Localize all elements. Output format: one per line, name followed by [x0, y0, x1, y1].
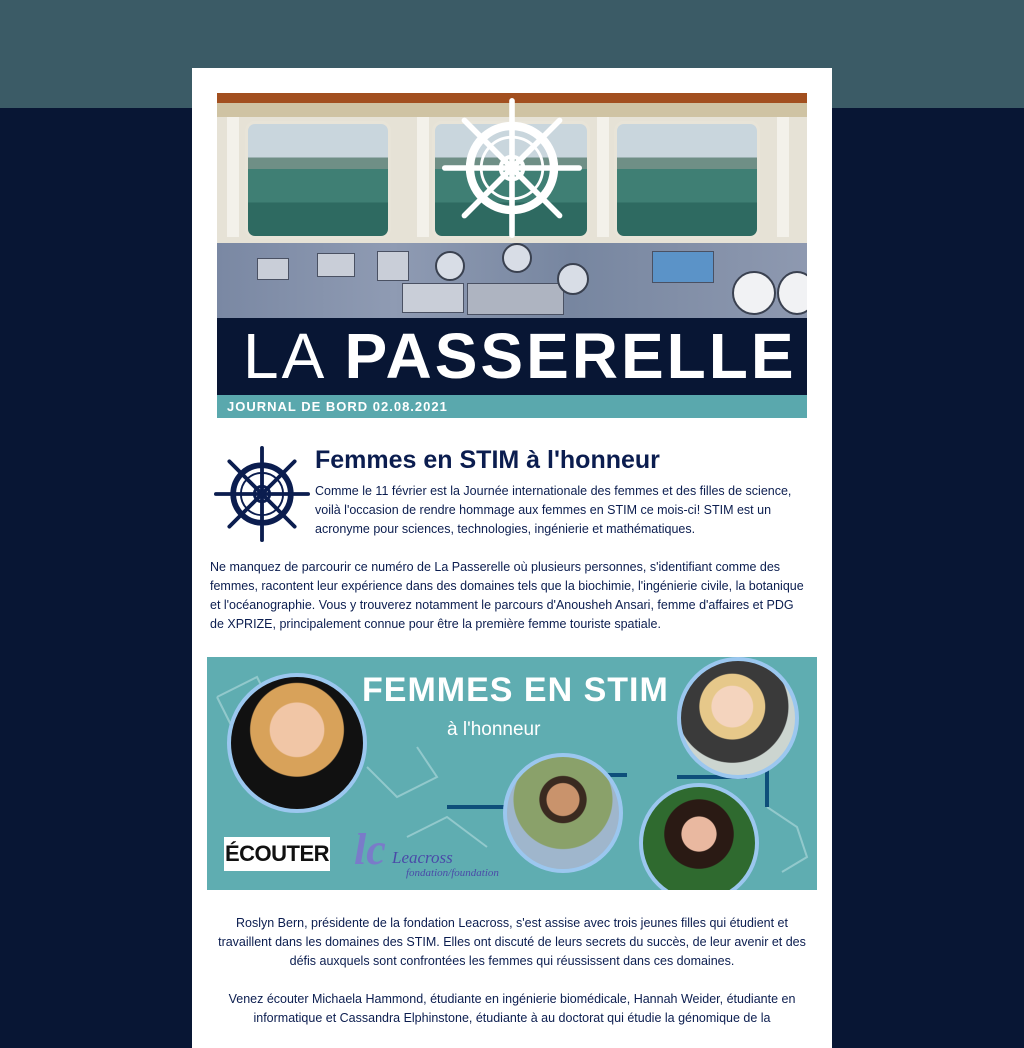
leacross-logo: lc Leacross fondation/foundation [354, 825, 499, 879]
section-title: Femmes en STIM à l'honneur [315, 446, 660, 474]
ship-bridge-photo [217, 93, 807, 318]
body-paragraph: Venez écouter Michaela Hammond, étudiante en ingénierie biomédicale, Hannah Weider, étudiante en informatique et Cassandra Elphinstone, étudiante à au doctorat qui étudie la génomique de la [228, 992, 796, 1025]
podcast-banner[interactable] [207, 657, 817, 890]
body-paragraph: Roslyn Bern, présidente de la fondation Leacross, s'est assise avec trois jeunes filles qui étudient et travaillent dans les domaines des STIM. Elles ont discuté de leurs secrets du succès, de leur avenir et des défis auxquels sont confrontées les femmes qui réussissent dans ces domaines. [218, 916, 806, 968]
intro-paragraph: Ne manquez de parcourir ce numéro de La Passerelle où plusieurs personnes, s'identifiant comme des femmes, racontent leur expérience dans des domaines tels que la biochimie, l'ingénierie civile, la botanique et l'océanographie. Vous y trouverez notamment le parcours d'Anousheh Ansari, femme d'affaires et PDG de XPRIZE, principalement connue pour être la première femme touriste spatiale. [210, 560, 804, 631]
bridge-window-right [614, 121, 760, 239]
portrait-hannah-weider [503, 753, 623, 873]
bridge-window-left [245, 121, 391, 239]
portrait-roslyn-bern [227, 673, 367, 813]
portrait-michaela-hammond [677, 657, 799, 779]
header-banner [217, 93, 807, 418]
newsletter-title: LA PASSERELLE [217, 318, 807, 395]
ship-wheel-icon [442, 98, 582, 238]
newsletter-date: JOURNAL DE BORD 02.08.2021 [217, 395, 807, 418]
intro-text: Comme le 11 février est la Journée internationale des femmes et des filles de science, voilà l'occasion de rendre hommage aux femmes en STIM ce mois-ci! STIM est un acronyme pour sciences, technologies, ingénierie et mathématiques. [315, 484, 792, 536]
ship-wheel-icon [214, 446, 310, 542]
listen-button[interactable]: ÉCOUTER [224, 837, 330, 871]
newsletter-card [192, 68, 832, 1048]
control-console [217, 243, 807, 318]
promo-subtitle: à l'honneur [447, 719, 541, 740]
promo-title: FEMMES EN STIM [362, 671, 669, 709]
